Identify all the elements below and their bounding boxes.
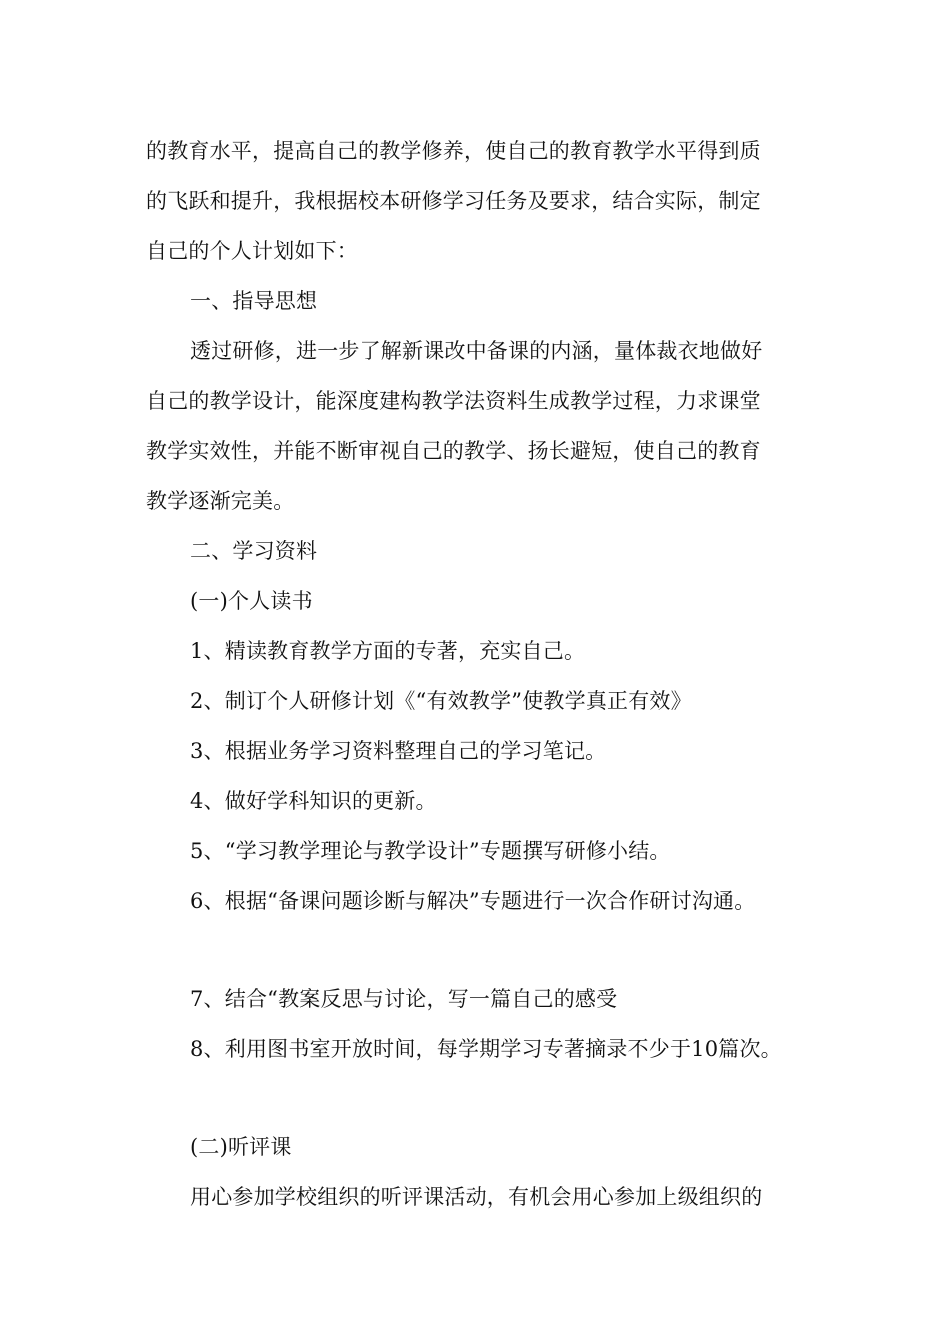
section-heading-study-materials: 二、学习资料 [190, 539, 318, 563]
intro-line-1: 的教育水平，提高自己的教学修养，使自己的教育教学水平得到质 [146, 139, 761, 163]
list-item: 1、精读教育教学方面的专著，充实自己。 [190, 639, 586, 663]
subsection-heading-lesson-observation: (二)听评课 [190, 1135, 292, 1159]
intro-line-3: 自己的个人计划如下： [146, 239, 358, 263]
list-item: 4、做好学科知识的更新。 [190, 789, 437, 813]
list-item: 6、根据“备课问题诊断与解决”专题进行一次合作研讨沟通。 [190, 889, 756, 913]
list-item: 2、制订个人研修计划《“有效教学”使教学真正有效》 [190, 689, 692, 713]
list-item: 8、利用图书室开放时间，每学期学习专著摘录不少于10篇次。 [190, 1037, 782, 1061]
section1-body-line-1: 透过研修，进一步了解新课改中备课的内涵，量体裁衣地做好 [190, 339, 763, 363]
list-item: 5、“学习教学理论与教学设计”专题撰写研修小结。 [190, 839, 671, 863]
list-item: 3、根据业务学习资料整理自己的学习笔记。 [190, 739, 607, 763]
intro-line-2: 的飞跃和提升，我根据校本研修学习任务及要求，结合实际，制定 [146, 189, 761, 213]
subsection-heading-personal-reading: (一)个人读书 [190, 589, 313, 613]
subsection2-body-line-1: 用心参加学校组织的听评课活动，有机会用心参加上级组织的 [190, 1185, 763, 1209]
section-heading-guiding-idea: 一、指导思想 [190, 289, 318, 313]
section1-body-line-2: 自己的教学设计，能深度建构教学法资料生成教学过程，力求课堂 [146, 389, 761, 413]
section1-body-line-4: 教学逐渐完美。 [146, 489, 295, 513]
section1-body-line-3: 教学实效性，并能不断审视自己的教学、扬长避短，使自己的教育 [146, 439, 761, 463]
list-item: 7、结合“教案反思与讨论，写一篇自己的感受 [190, 987, 618, 1011]
